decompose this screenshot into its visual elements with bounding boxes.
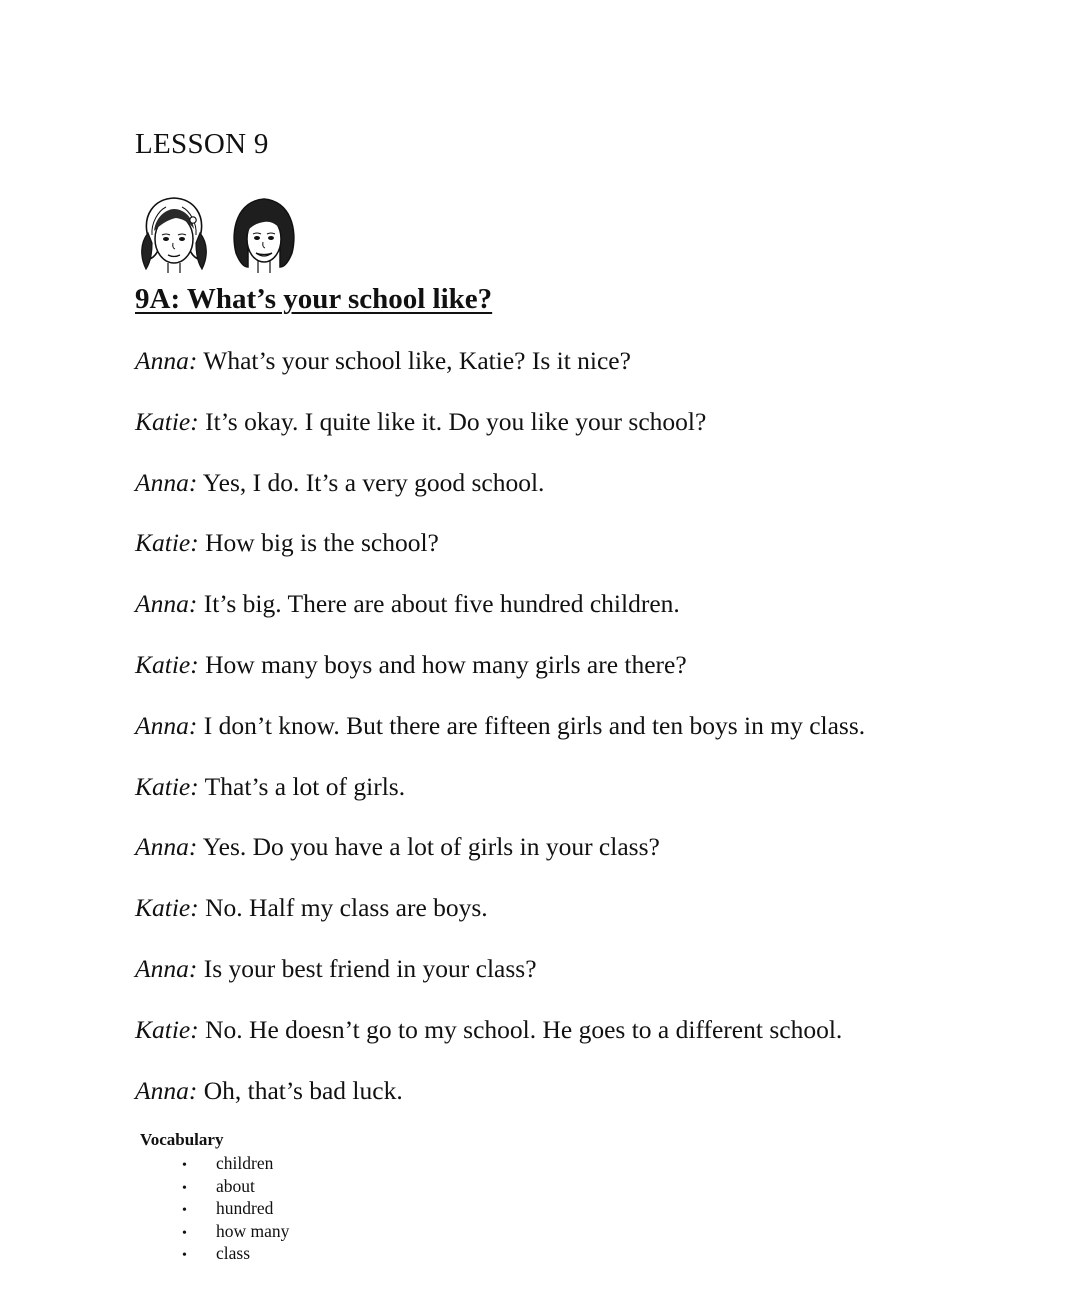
vocabulary-word: children: [216, 1153, 274, 1173]
vocabulary-word: how many: [216, 1220, 290, 1241]
section-title: 9A: What’s your school like?: [135, 283, 493, 315]
vocabulary-word: hundred: [216, 1198, 274, 1219]
katie-portrait-icon: [228, 193, 300, 275]
dialogue-line: [135, 1013, 865, 1074]
vocabulary-word: class: [216, 1243, 251, 1264]
bullet-icon: •: [182, 1158, 187, 1173]
dialogue-line: [135, 770, 865, 831]
lesson-title: LESSON 9: [135, 128, 269, 160]
dialogue-line: [135, 587, 865, 648]
dialogue: [135, 344, 865, 1134]
dialogue-text: It’s okay. I quite like it. Do you like your school?: [205, 406, 707, 436]
dialogue-text: How many boys and how many girls are there?: [205, 649, 687, 679]
dialogue-text: That’s a lot of girls.: [204, 771, 406, 801]
speaker-name: Anna:: [135, 832, 198, 862]
speaker-name: Katie:: [135, 771, 199, 801]
vocabulary-title: Vocabulary: [140, 1130, 224, 1149]
speaker-name: Anna:: [135, 1075, 198, 1105]
bullet-icon: •: [182, 1180, 187, 1196]
dialogue-text: How big is the school?: [205, 528, 439, 558]
dialogue-text: I don’t know. But there are fifteen girls and ten boys in my class.: [203, 710, 866, 740]
dialogue-line: [135, 648, 865, 709]
dialogue-line: [135, 344, 865, 405]
vocabulary-item: [182, 1220, 289, 1243]
bullet-icon: •: [182, 1203, 187, 1219]
speaker-name: Katie:: [135, 1014, 199, 1044]
bullet-icon: •: [182, 1248, 187, 1264]
dialogue-text: No. Half my class are boys.: [205, 893, 488, 923]
dialogue-line: [135, 709, 865, 770]
speaker-name: Katie:: [135, 528, 199, 558]
speaker-name: Katie:: [135, 893, 199, 923]
dialogue-line: [135, 1074, 865, 1135]
speaker-name: Katie:: [135, 649, 199, 679]
speaker-name: Anna:: [135, 953, 198, 983]
dialogue-line: [135, 526, 865, 587]
vocabulary-item: [182, 1242, 289, 1265]
dialogue-line: [135, 466, 865, 527]
speaker-name: Katie:: [135, 406, 199, 436]
speaker-name: Anna:: [135, 589, 198, 619]
dialogue-line: [135, 891, 865, 952]
speaker-name: Anna:: [135, 467, 198, 497]
dialogue-line: [135, 952, 865, 1013]
vocabulary-item: [182, 1152, 289, 1175]
dialogue-text: Is your best friend in your class?: [203, 953, 537, 983]
dialogue-text: Oh, that’s bad luck.: [203, 1075, 403, 1105]
speaker-name: Anna:: [135, 346, 198, 375]
dialogue-line: [135, 405, 865, 466]
anna-portrait-icon: [138, 193, 212, 275]
dialogue-text: Yes. Do you have a lot of girls in your class?: [202, 832, 660, 862]
vocabulary-item: [182, 1175, 289, 1198]
speaker-name: Anna:: [135, 710, 198, 740]
bullet-icon: •: [182, 1225, 187, 1241]
dialogue-text: Yes, I do. It’s a very good school.: [202, 467, 545, 497]
dialogue-text: What’s your school like, Katie? Is it nice?: [203, 346, 631, 375]
vocabulary-list: [182, 1152, 289, 1265]
dialogue-line: [135, 830, 865, 891]
dialogue-text: No. He doesn’t go to my school. He goes to a different school.: [205, 1014, 843, 1044]
dialogue-text: It’s big. There are about five hundred children.: [203, 589, 680, 619]
vocabulary-item: [182, 1197, 289, 1220]
vocabulary-word: about: [216, 1175, 255, 1196]
character-portraits: [138, 193, 303, 275]
